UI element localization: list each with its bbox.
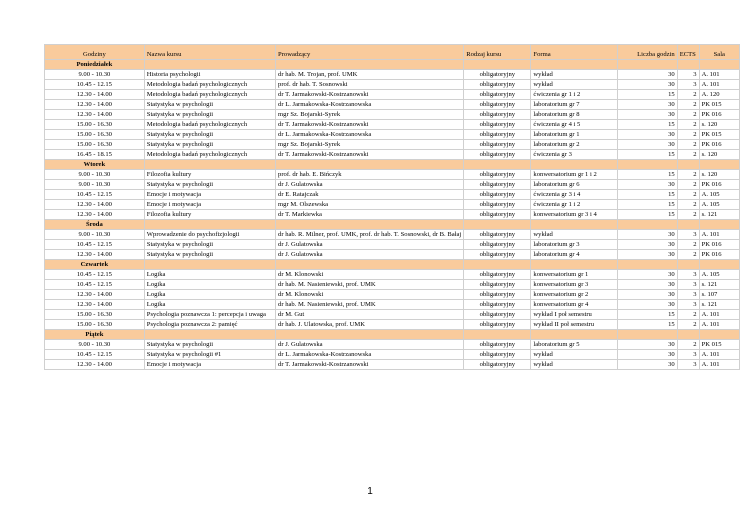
cell-type: obligatoryjny xyxy=(464,90,531,100)
cell-lecturer: dr hab. R. Milner, prof. UMK, prof. dr hab. T. Sosnowski, dr B. Bałaj xyxy=(276,230,464,240)
cell-type: obligatoryjny xyxy=(464,350,531,360)
cell-ects: 2 xyxy=(677,310,699,320)
cell-hours: 15 xyxy=(617,170,677,180)
col-header-ects: ECTS xyxy=(677,45,699,60)
day-row-filler xyxy=(276,220,464,230)
table-row xyxy=(45,130,740,140)
cell-ects: 3 xyxy=(677,360,699,370)
cell-time: 16.45 - 18.15 xyxy=(45,150,145,160)
cell-course: Statystyka w psychologii xyxy=(144,140,275,150)
cell-time: 12.30 - 14.00 xyxy=(45,250,145,260)
cell-form: laboratorium gr 2 xyxy=(531,140,617,150)
day-name: Wtorek xyxy=(45,160,145,170)
cell-type: obligatoryjny xyxy=(464,360,531,370)
cell-course: Emocje i motywacja xyxy=(144,190,275,200)
day-row-filler xyxy=(464,60,531,70)
cell-ects: 2 xyxy=(677,240,699,250)
cell-ects: 2 xyxy=(677,170,699,180)
cell-type: obligatoryjny xyxy=(464,280,531,290)
table-row xyxy=(45,210,740,220)
table-row xyxy=(45,180,740,190)
cell-type: obligatoryjny xyxy=(464,140,531,150)
table-row xyxy=(45,320,740,330)
day-row-filler xyxy=(464,330,531,340)
cell-hours: 30 xyxy=(617,130,677,140)
cell-form: wykład xyxy=(531,360,617,370)
cell-room: A. 105 xyxy=(699,200,739,210)
day-row-filler xyxy=(617,60,677,70)
cell-course: Statystyka w psychologii xyxy=(144,340,275,350)
cell-type: obligatoryjny xyxy=(464,170,531,180)
cell-time: 12.30 - 14.00 xyxy=(45,200,145,210)
cell-course: Metodologia badań psychologicznych xyxy=(144,120,275,130)
cell-type: obligatoryjny xyxy=(464,340,531,350)
cell-room: A. 101 xyxy=(699,360,739,370)
day-row-filler xyxy=(617,260,677,270)
cell-hours: 30 xyxy=(617,100,677,110)
cell-time: 10.45 - 12.15 xyxy=(45,270,145,280)
cell-type: obligatoryjny xyxy=(464,150,531,160)
cell-hours: 30 xyxy=(617,70,677,80)
cell-hours: 15 xyxy=(617,210,677,220)
cell-lecturer: prof. dr hab. T. Sosnowski xyxy=(276,80,464,90)
day-row-filler xyxy=(677,60,699,70)
cell-ects: 3 xyxy=(677,70,699,80)
cell-time: 12.30 - 14.00 xyxy=(45,210,145,220)
table-row xyxy=(45,170,740,180)
cell-lecturer: dr L. Jarmakowska-Kostrzanowska xyxy=(276,350,464,360)
table-row xyxy=(45,270,740,280)
cell-time: 12.30 - 14.00 xyxy=(45,100,145,110)
cell-type: obligatoryjny xyxy=(464,120,531,130)
cell-room: A. 101 xyxy=(699,310,739,320)
cell-form: laboratorium gr 1 xyxy=(531,130,617,140)
day-row-filler xyxy=(677,220,699,230)
cell-course: Statystyka w psychologii xyxy=(144,180,275,190)
cell-time: 12.30 - 14.00 xyxy=(45,290,145,300)
table-row xyxy=(45,350,740,360)
day-name: Czwartek xyxy=(45,260,145,270)
cell-form: laboratorium gr 6 xyxy=(531,180,617,190)
cell-course: Psychologia poznawcza 2: pamięć xyxy=(144,320,275,330)
cell-hours: 30 xyxy=(617,140,677,150)
cell-room: A. 101 xyxy=(699,320,739,330)
cell-ects: 2 xyxy=(677,250,699,260)
cell-time: 15.00 - 16.30 xyxy=(45,320,145,330)
cell-time: 9.00 - 10.30 xyxy=(45,170,145,180)
day-name: Środa xyxy=(45,220,145,230)
cell-course: Metodologia badań psychologicznych xyxy=(144,80,275,90)
day-row xyxy=(45,330,740,340)
cell-room: PK 016 xyxy=(699,250,739,260)
cell-form: konwersatorium gr 2 xyxy=(531,290,617,300)
day-row-filler xyxy=(531,60,617,70)
day-row-filler xyxy=(531,160,617,170)
table-row xyxy=(45,250,740,260)
cell-hours: 30 xyxy=(617,300,677,310)
cell-room: PK 016 xyxy=(699,240,739,250)
col-header-godziny: Godziny xyxy=(45,45,145,60)
day-row-filler xyxy=(531,220,617,230)
table-row xyxy=(45,100,740,110)
cell-type: obligatoryjny xyxy=(464,70,531,80)
cell-lecturer: mgr Sz. Bojarski-Syrek xyxy=(276,140,464,150)
cell-hours: 30 xyxy=(617,340,677,350)
day-row-filler xyxy=(699,60,739,70)
day-name: Poniedziałek xyxy=(45,60,145,70)
table-row xyxy=(45,340,740,350)
cell-course: Wprowadzenie do psychofizjologii xyxy=(144,230,275,240)
day-row-filler xyxy=(276,260,464,270)
cell-form: wykład xyxy=(531,350,617,360)
cell-course: Statystyka w psychologii xyxy=(144,250,275,260)
cell-hours: 15 xyxy=(617,320,677,330)
cell-lecturer: dr T. Jarmakowski-Kostrzanowski xyxy=(276,120,464,130)
day-row-filler xyxy=(464,160,531,170)
table-row xyxy=(45,150,740,160)
cell-course: Logika xyxy=(144,270,275,280)
cell-ects: 3 xyxy=(677,280,699,290)
day-row-filler xyxy=(699,330,739,340)
cell-hours: 15 xyxy=(617,150,677,160)
table-row xyxy=(45,240,740,250)
cell-lecturer: dr hab. J. Ulatowska, prof. UMK xyxy=(276,320,464,330)
cell-form: wykład II poł semestru xyxy=(531,320,617,330)
cell-type: obligatoryjny xyxy=(464,210,531,220)
cell-room: s. 120 xyxy=(699,150,739,160)
cell-type: obligatoryjny xyxy=(464,130,531,140)
cell-course: Logika xyxy=(144,300,275,310)
cell-ects: 3 xyxy=(677,350,699,360)
cell-type: obligatoryjny xyxy=(464,230,531,240)
table-row xyxy=(45,70,740,80)
day-row-filler xyxy=(699,260,739,270)
cell-course: Emocje i motywacja xyxy=(144,360,275,370)
cell-lecturer: dr L. Jarmakowska-Kostrzanowska xyxy=(276,130,464,140)
day-row-filler xyxy=(144,330,275,340)
cell-form: konwersatorium gr 3 xyxy=(531,280,617,290)
table-row xyxy=(45,200,740,210)
cell-lecturer: dr T. Jarmakowski-Kostrzanowski xyxy=(276,150,464,160)
cell-type: obligatoryjny xyxy=(464,310,531,320)
cell-form: laboratorium gr 7 xyxy=(531,100,617,110)
schedule-body xyxy=(45,60,740,370)
day-row xyxy=(45,220,740,230)
table-row xyxy=(45,300,740,310)
day-row-filler xyxy=(464,260,531,270)
cell-hours: 30 xyxy=(617,270,677,280)
day-row-filler xyxy=(276,160,464,170)
cell-room: s. 107 xyxy=(699,290,739,300)
cell-time: 15.00 - 16.30 xyxy=(45,140,145,150)
cell-hours: 30 xyxy=(617,250,677,260)
cell-time: 9.00 - 10.30 xyxy=(45,180,145,190)
day-row-filler xyxy=(699,160,739,170)
cell-type: obligatoryjny xyxy=(464,190,531,200)
cell-lecturer: mgr Sz. Bojarski-Syrek xyxy=(276,110,464,120)
cell-lecturer: prof. dr hab. E. Bińczyk xyxy=(276,170,464,180)
col-header-sala: Sala xyxy=(699,45,739,60)
cell-course: Statystyka w psychologii xyxy=(144,130,275,140)
col-header-forma: Forma xyxy=(531,45,617,60)
cell-form: laboratorium gr 5 xyxy=(531,340,617,350)
cell-hours: 30 xyxy=(617,290,677,300)
cell-course: Logika xyxy=(144,290,275,300)
day-row-filler xyxy=(617,220,677,230)
table-row xyxy=(45,280,740,290)
cell-ects: 2 xyxy=(677,150,699,160)
cell-course: Statystyka w psychologii xyxy=(144,240,275,250)
cell-form: ćwiczenia gr 4 i 5 xyxy=(531,120,617,130)
cell-ects: 3 xyxy=(677,80,699,90)
cell-type: obligatoryjny xyxy=(464,240,531,250)
cell-ects: 3 xyxy=(677,300,699,310)
cell-course: Logika xyxy=(144,280,275,290)
cell-type: obligatoryjny xyxy=(464,250,531,260)
cell-time: 12.30 - 14.00 xyxy=(45,360,145,370)
cell-lecturer: dr M. Klonowski xyxy=(276,270,464,280)
cell-lecturer: dr M. Gut xyxy=(276,310,464,320)
cell-form: ćwiczenia gr 1 i 2 xyxy=(531,200,617,210)
cell-time: 12.30 - 14.00 xyxy=(45,90,145,100)
col-header-rodzaj-kursu: Rodzaj kursu xyxy=(464,45,531,60)
cell-form: konwersatorium gr 1 xyxy=(531,270,617,280)
cell-lecturer: dr J. Gulatowska xyxy=(276,240,464,250)
cell-form: konwersatorium gr 4 xyxy=(531,300,617,310)
day-row-filler xyxy=(144,260,275,270)
cell-ects: 3 xyxy=(677,230,699,240)
table-row xyxy=(45,360,740,370)
cell-lecturer: dr hab. M. Nasieniewski, prof. UMK xyxy=(276,300,464,310)
cell-type: obligatoryjny xyxy=(464,100,531,110)
table-row xyxy=(45,110,740,120)
cell-ects: 3 xyxy=(677,290,699,300)
cell-room: A. 120 xyxy=(699,90,739,100)
cell-lecturer: dr E. Ratajczak xyxy=(276,190,464,200)
cell-hours: 30 xyxy=(617,230,677,240)
cell-lecturer: dr M. Klonowski xyxy=(276,290,464,300)
cell-ects: 2 xyxy=(677,190,699,200)
cell-time: 15.00 - 16.30 xyxy=(45,120,145,130)
cell-form: ćwiczenia gr 1 i 2 xyxy=(531,90,617,100)
cell-hours: 30 xyxy=(617,240,677,250)
table-row xyxy=(45,230,740,240)
cell-room: s. 120 xyxy=(699,120,739,130)
cell-lecturer: dr T. Jarmakowski-Kostrzanowski xyxy=(276,360,464,370)
cell-form: wykład xyxy=(531,80,617,90)
cell-type: obligatoryjny xyxy=(464,270,531,280)
day-name: Piątek xyxy=(45,330,145,340)
day-row-filler xyxy=(276,60,464,70)
cell-form: konwersatorium gr 1 i 2 xyxy=(531,170,617,180)
cell-ects: 2 xyxy=(677,130,699,140)
day-row-filler xyxy=(677,330,699,340)
cell-hours: 30 xyxy=(617,280,677,290)
day-row-filler xyxy=(144,160,275,170)
cell-ects: 2 xyxy=(677,90,699,100)
day-row xyxy=(45,260,740,270)
day-row-filler xyxy=(144,220,275,230)
cell-time: 9.00 - 10.30 xyxy=(45,340,145,350)
cell-course: Psychologia poznawcza 1: percepcja i uwaga xyxy=(144,310,275,320)
cell-type: obligatoryjny xyxy=(464,180,531,190)
cell-room: PK 016 xyxy=(699,180,739,190)
cell-ects: 2 xyxy=(677,340,699,350)
cell-type: obligatoryjny xyxy=(464,290,531,300)
cell-lecturer: dr J. Gulatowska xyxy=(276,340,464,350)
col-header-prowadzacy: Prowadzący xyxy=(276,45,464,60)
cell-course: Metodologia badań psychologicznych xyxy=(144,150,275,160)
cell-time: 10.45 - 12.15 xyxy=(45,80,145,90)
cell-hours: 15 xyxy=(617,190,677,200)
cell-course: Historia psychologii xyxy=(144,70,275,80)
cell-form: ćwiczenia gr 3 i 4 xyxy=(531,190,617,200)
header-row xyxy=(45,45,740,60)
cell-hours: 15 xyxy=(617,310,677,320)
cell-type: obligatoryjny xyxy=(464,80,531,90)
cell-form: wykład I poł semestru xyxy=(531,310,617,320)
cell-room: PK 015 xyxy=(699,100,739,110)
day-row xyxy=(45,60,740,70)
cell-lecturer: dr hab. M. Trojan, prof. UMK xyxy=(276,70,464,80)
day-row-filler xyxy=(677,160,699,170)
cell-type: obligatoryjny xyxy=(464,300,531,310)
cell-room: A. 101 xyxy=(699,80,739,90)
day-row-filler xyxy=(617,160,677,170)
cell-hours: 15 xyxy=(617,200,677,210)
cell-time: 9.00 - 10.30 xyxy=(45,230,145,240)
cell-ects: 2 xyxy=(677,140,699,150)
cell-hours: 30 xyxy=(617,360,677,370)
cell-type: obligatoryjny xyxy=(464,200,531,210)
cell-course: Statystyka w psychologii xyxy=(144,110,275,120)
cell-lecturer: dr J. Gulatowska xyxy=(276,180,464,190)
table-row xyxy=(45,80,740,90)
cell-form: ćwiczenia gr 3 xyxy=(531,150,617,160)
cell-course: Statystyka w psychologii #1 xyxy=(144,350,275,360)
cell-type: obligatoryjny xyxy=(464,110,531,120)
cell-room: A. 105 xyxy=(699,190,739,200)
cell-room: A. 101 xyxy=(699,230,739,240)
cell-ects: 2 xyxy=(677,120,699,130)
cell-room: A. 105 xyxy=(699,270,739,280)
cell-room: s. 120 xyxy=(699,170,739,180)
cell-room: PK 015 xyxy=(699,340,739,350)
day-row-filler xyxy=(531,330,617,340)
cell-hours: 30 xyxy=(617,110,677,120)
cell-time: 15.00 - 16.30 xyxy=(45,130,145,140)
day-row xyxy=(45,160,740,170)
cell-course: Emocje i motywacja xyxy=(144,200,275,210)
day-row-filler xyxy=(699,220,739,230)
cell-room: s. 121 xyxy=(699,280,739,290)
cell-form: konwersatorium gr 3 i 4 xyxy=(531,210,617,220)
cell-ects: 2 xyxy=(677,210,699,220)
cell-ects: 2 xyxy=(677,110,699,120)
cell-time: 12.30 - 14.00 xyxy=(45,300,145,310)
cell-room: PK 016 xyxy=(699,140,739,150)
table-row xyxy=(45,190,740,200)
cell-lecturer: dr T. Jarmakowski-Kostrzanowski xyxy=(276,90,464,100)
day-row-filler xyxy=(677,260,699,270)
cell-room: s. 121 xyxy=(699,210,739,220)
cell-hours: 30 xyxy=(617,80,677,90)
cell-ects: 2 xyxy=(677,320,699,330)
cell-lecturer: dr hab. M. Nasieniewski, prof. UMK xyxy=(276,280,464,290)
cell-time: 9.00 - 10.30 xyxy=(45,70,145,80)
cell-lecturer: mgr M. Olszewska xyxy=(276,200,464,210)
table-row xyxy=(45,120,740,130)
cell-room: A. 101 xyxy=(699,350,739,360)
cell-room: A. 101 xyxy=(699,70,739,80)
day-row-filler xyxy=(144,60,275,70)
page-number: 1 xyxy=(367,486,373,497)
cell-hours: 15 xyxy=(617,90,677,100)
cell-type: obligatoryjny xyxy=(464,320,531,330)
day-row-filler xyxy=(531,260,617,270)
day-row-filler xyxy=(464,220,531,230)
cell-time: 12.30 - 14.00 xyxy=(45,110,145,120)
cell-ects: 2 xyxy=(677,200,699,210)
cell-time: 10.45 - 12.15 xyxy=(45,190,145,200)
day-row-filler xyxy=(276,330,464,340)
table-row xyxy=(45,90,740,100)
cell-form: laboratorium gr 4 xyxy=(531,250,617,260)
cell-hours: 15 xyxy=(617,120,677,130)
cell-time: 10.45 - 12.15 xyxy=(45,240,145,250)
cell-hours: 30 xyxy=(617,350,677,360)
cell-course: Statystyka w psychologii xyxy=(144,100,275,110)
cell-course: Metodologia badań psychologicznych xyxy=(144,90,275,100)
cell-time: 10.45 - 12.15 xyxy=(45,280,145,290)
table-row xyxy=(45,290,740,300)
schedule-table xyxy=(44,44,740,370)
cell-lecturer: dr T. Markiewka xyxy=(276,210,464,220)
cell-lecturer: dr J. Gulatowska xyxy=(276,250,464,260)
cell-ects: 2 xyxy=(677,180,699,190)
cell-form: wykład xyxy=(531,230,617,240)
cell-lecturer: dr L. Jarmakowska-Kostrzanowska xyxy=(276,100,464,110)
cell-hours: 30 xyxy=(617,180,677,190)
cell-ects: 3 xyxy=(677,270,699,280)
cell-room: PK 016 xyxy=(699,110,739,120)
cell-time: 10.45 - 12.15 xyxy=(45,350,145,360)
table-row xyxy=(45,140,740,150)
cell-course: Filozofia kultury xyxy=(144,210,275,220)
table-row xyxy=(45,310,740,320)
cell-form: laboratorium gr 3 xyxy=(531,240,617,250)
cell-room: s. 121 xyxy=(699,300,739,310)
cell-ects: 2 xyxy=(677,100,699,110)
day-row-filler xyxy=(617,330,677,340)
col-header-nazwa-kursu: Nazwa kursu xyxy=(144,45,275,60)
cell-form: wykład xyxy=(531,70,617,80)
cell-course: Filozofia kultury xyxy=(144,170,275,180)
cell-room: PK 015 xyxy=(699,130,739,140)
cell-time: 15.00 - 16.30 xyxy=(45,310,145,320)
cell-form: laboratorium gr 8 xyxy=(531,110,617,120)
col-header-liczba-godzin: Liczba godzin xyxy=(617,45,677,60)
